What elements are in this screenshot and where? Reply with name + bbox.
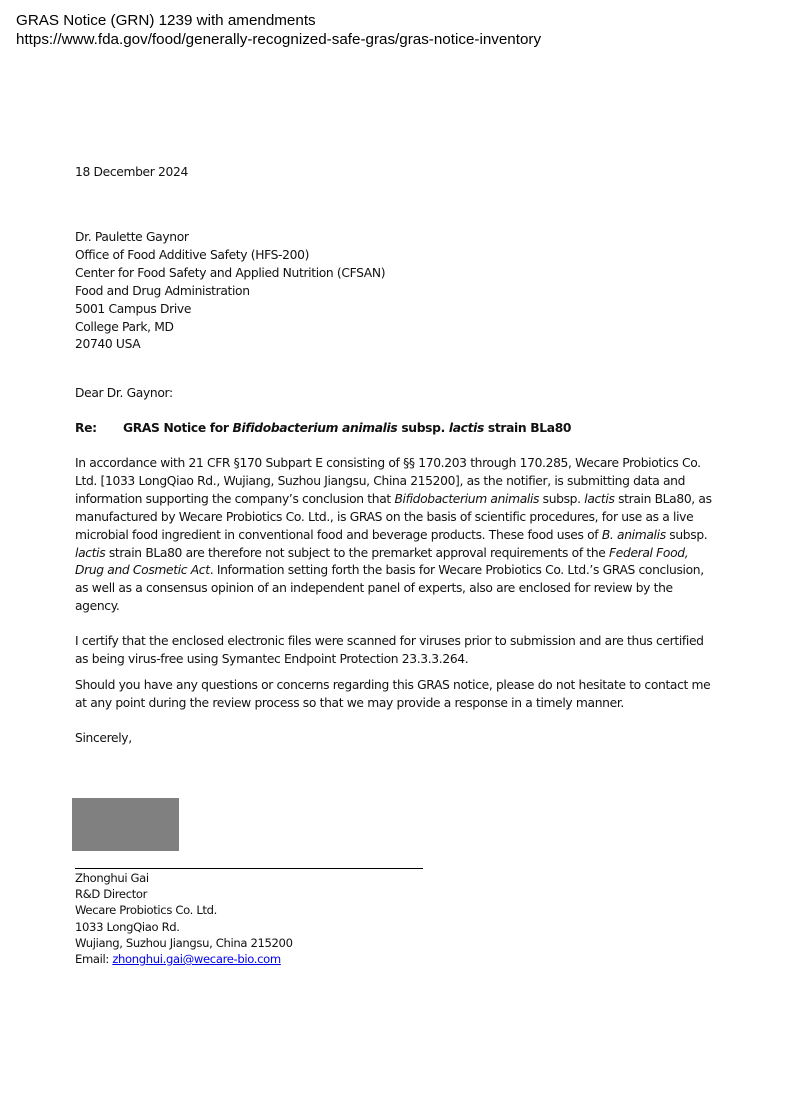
- p1-act: Federal Food, Drug and Cosmetic Act: [75, 545, 689, 578]
- p1-organism-short: B. animalis: [601, 527, 666, 542]
- paragraph-virus-certification: I certify that the enclosed electronic files were scanned for viruses prior to submission and are thus certified as being virus-free using Symantec Endpoint Protection 23.3.3.264.: [75, 634, 704, 666]
- source-url: https://www.fda.gov/food/generally-recognized-safe-gras/gras-notice-inventory: [16, 31, 542, 48]
- signatory-name: Zhonghui Gai: [75, 871, 149, 885]
- recipient-center: Center for Food Safety and Applied Nutrition (CFSAN): [75, 265, 386, 280]
- recipient-address: [75, 229, 385, 354]
- p1-subspecies-2: lactis: [75, 545, 106, 560]
- recipient-zip: 20740 USA: [75, 337, 141, 352]
- signature-line: [75, 868, 423, 869]
- paragraph-notice: [75, 455, 719, 616]
- recipient-street: 5001 Campus Drive: [75, 301, 192, 316]
- p1-organism: Bifidobacterium animalis: [394, 491, 540, 506]
- p1-subspecies: lactis: [584, 491, 615, 506]
- email-label: Email:: [75, 952, 113, 967]
- salutation: Dear Dr. Gaynor:: [75, 386, 173, 400]
- subject-subspecies: lactis: [448, 421, 484, 435]
- p1-text-4: subsp.: [665, 527, 708, 542]
- subject-organism: Bifidobacterium animalis: [232, 421, 398, 435]
- p1-text-5: strain BLa80 are therefore not subject to the premarket approval requirements of the: [105, 545, 610, 560]
- recipient-city: College Park, MD: [75, 319, 174, 334]
- signatory-email-row: [75, 951, 293, 967]
- subject-line: [75, 421, 571, 435]
- recipient-name: Dr. Paulette Gaynor: [75, 230, 189, 244]
- p1-text-1: In accordance with 21 CFR §170 Subpart E consisting of §§ 170.203 through 170.285, Wecare Probiotics Co. Ltd. [1033 LongQiao Rd., Wujiang, Suzhou Jiangsu, China 215200], as the notifier, is submitting data and information supporting the company’s conclusion that: [75, 456, 701, 506]
- recipient-office: Office of Food Additive Safety (HFS-200): [75, 247, 310, 262]
- document-title: GRAS Notice (GRN) 1239 with amendments: [16, 12, 316, 29]
- letter-date: 18 December 2024: [75, 165, 188, 179]
- redacted-signature: [72, 798, 179, 851]
- closing: Sincerely,: [75, 731, 132, 745]
- email-link[interactable]: zhonghui.gai@wecare-bio.com: [112, 952, 281, 967]
- signatory-company: Wecare Probiotics Co. Ltd.: [75, 903, 217, 918]
- subject-subsp: subsp.: [397, 421, 449, 435]
- document-header: [16, 11, 541, 49]
- signatory-street: 1033 LongQiao Rd.: [75, 919, 180, 934]
- subject-prefix: GRAS Notice for: [123, 421, 233, 435]
- signatory-city: Wujiang, Suzhou Jiangsu, China 215200: [75, 935, 293, 950]
- subject-suffix: strain BLa80: [483, 421, 572, 435]
- p1-text-2: subsp.: [539, 491, 585, 506]
- p1-text-6: . Information setting forth the basis for Wecare Probiotics Co. Ltd.’s GRAS conclusion, as well as a consensus opinion of an independent panel of experts, also are enclosed for review by the agency.: [75, 563, 704, 614]
- subject-label: Re:: [75, 421, 97, 435]
- p1-text-3: strain BLa80, as manufactured by Wecare Probiotics Co. Ltd., is GRAS on the basis of scientific procedures, for use as a live microbial food ingredient in conventional food and beverage products. These food uses of: [75, 491, 712, 542]
- signatory-title: R&D Director: [75, 887, 148, 902]
- paragraph-contact: Should you have any questions or concerns regarding this GRAS notice, please do not hesitate to contact me at any point during the review process so that we may provide a response in a timely manner.: [75, 678, 711, 710]
- recipient-agency: Food and Drug Administration: [75, 283, 250, 298]
- signatory-block: [75, 870, 293, 967]
